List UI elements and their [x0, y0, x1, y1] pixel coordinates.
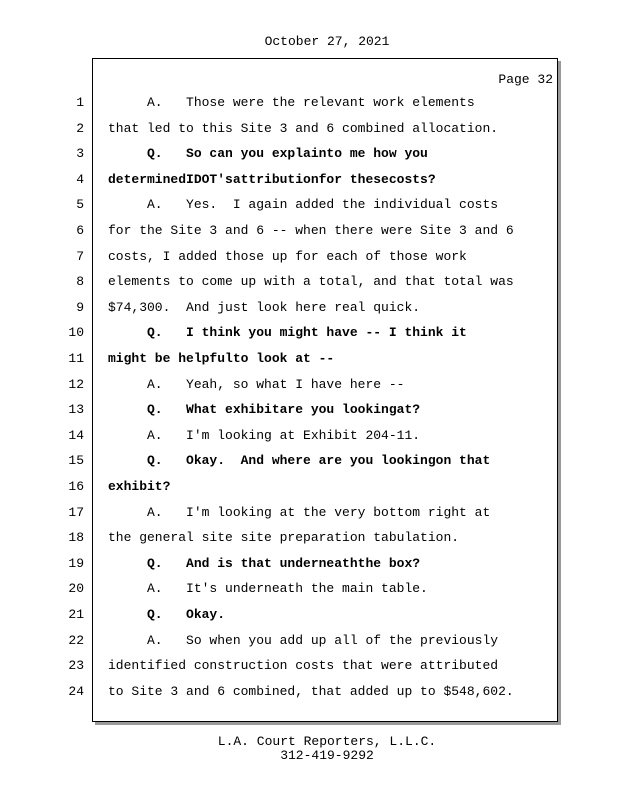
line-number: 15	[68, 453, 84, 468]
answer-line: A. Yeah, so what I have here --	[108, 377, 405, 392]
line-number: 2	[76, 121, 84, 136]
line-number: 18	[68, 530, 84, 545]
question-line: Q. Okay. And where are you lookingon that	[108, 453, 491, 468]
line-number: 5	[76, 197, 84, 212]
court-reporter-name: L.A. Court Reporters, L.L.C.	[217, 734, 437, 749]
question-line: might be helpfulto look at --	[108, 351, 335, 366]
line-number: 12	[68, 377, 84, 392]
page-number-label: Page 32	[498, 72, 553, 87]
line-number: 19	[68, 556, 84, 571]
answer-line: A. I'm looking at the very bottom right at	[108, 505, 491, 520]
line-number: 6	[76, 223, 84, 238]
question-line: Q. So can you explainto me how you	[108, 146, 428, 161]
line-number: 24	[68, 684, 84, 699]
answer-line: A. Those were the relevant work elements	[108, 95, 475, 110]
question-line: Q. Okay.	[108, 607, 226, 622]
answer-line: to Site 3 and 6 combined, that added up to $548,602.	[108, 684, 514, 699]
court-reporter-phone: 312-419-9292	[280, 748, 374, 763]
line-number: 13	[68, 402, 84, 417]
answer-line: A. I'm looking at Exhibit 204-11.	[108, 428, 421, 443]
question-line: Q. And is that underneaththe box?	[108, 556, 421, 571]
answer-line: costs, I added those up for each of those work	[108, 249, 467, 264]
question-line: exhibit?	[108, 479, 171, 494]
line-number: 17	[68, 505, 84, 520]
line-number: 14	[68, 428, 84, 443]
answer-line: the general site site preparation tabulation.	[108, 530, 460, 545]
line-number: 7	[76, 249, 84, 264]
transcript-date: October 27, 2021	[264, 34, 390, 49]
line-number: 23	[68, 658, 84, 673]
line-number: 4	[76, 172, 84, 187]
question-line: Q. What exhibitare you lookingat?	[108, 402, 421, 417]
answer-line: elements to come up with a total, and that total was	[108, 274, 514, 289]
line-number: 11	[68, 351, 84, 366]
question-line: Q. I think you might have -- I think it	[108, 325, 467, 340]
line-number: 22	[68, 633, 84, 648]
answer-line: A. It's underneath the main table.	[108, 581, 428, 596]
answer-line: A. So when you add up all of the previously	[108, 633, 499, 648]
answer-line: $74,300. And just look here real quick.	[108, 300, 421, 315]
question-line: determinedIDOT'sattributionfor thesecosts?	[108, 172, 436, 187]
answer-line: for the Site 3 and 6 -- when there were Site 3 and 6	[108, 223, 514, 238]
line-number: 20	[68, 581, 84, 596]
line-number: 1	[76, 95, 84, 110]
answer-line: that led to this Site 3 and 6 combined allocation.	[108, 121, 499, 136]
line-number: 21	[68, 607, 84, 622]
line-number: 9	[76, 300, 84, 315]
line-number: 8	[76, 274, 84, 289]
answer-line: A. Yes. I again added the individual costs	[108, 197, 499, 212]
line-number: 10	[68, 325, 84, 340]
answer-line: identified construction costs that were attributed	[108, 658, 499, 673]
line-number: 16	[68, 479, 84, 494]
line-number: 3	[76, 146, 84, 161]
